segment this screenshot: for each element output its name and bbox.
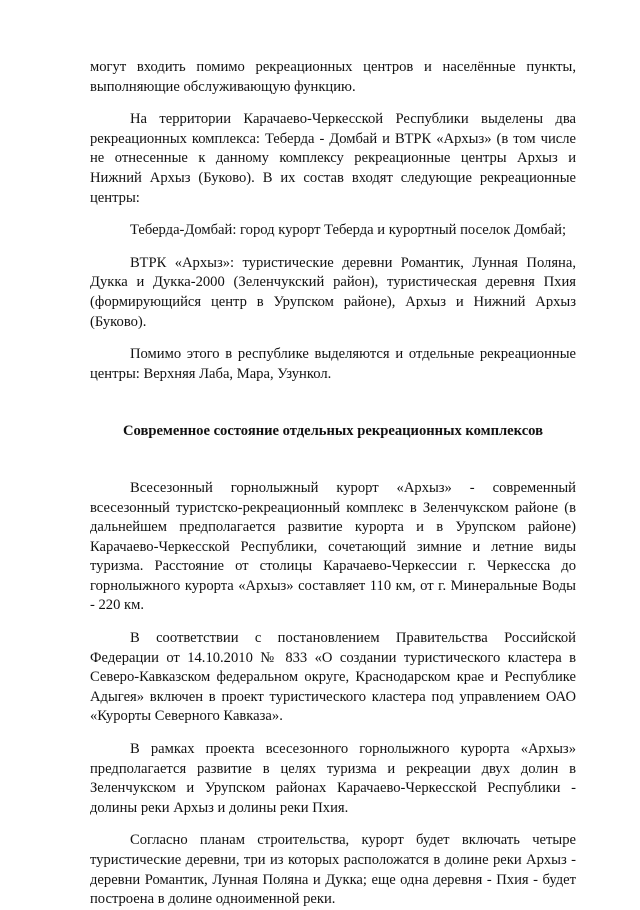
paragraph-other-centers: Помимо этого в республике выделяются и отдельные рекреационные центры: Верхняя Лаба, Мара, Узункол. bbox=[90, 346, 576, 382]
paragraph-construction-plans: Согласно планам строительства, курорт будет включать четыре туристические деревни, три из которых расположатся в долине реки Архыз - деревни Романтик, Лунная Поляна и Дукка; еще одна деревня - Пхия - будет построена в долине одноименной реки. bbox=[90, 832, 576, 908]
paragraph-arkhyz-villages: ВТРК «Архыз»: туристические деревни Романтик, Лунная Поляна, Дукка и Дукка-2000 (Зеленчукский район), туристическая деревня Пхия (формирующийся центр в Урупском районе), Архыз и Нижний Архыз (Буково). bbox=[90, 254, 576, 330]
paragraph-teberda-dombay: Теберда-Домбай: город курорт Теберда и курортный поселок Домбай; bbox=[130, 222, 566, 239]
document-page bbox=[90, 58, 576, 910]
section-heading: Современное состояние отдельных рекреационных комплексов bbox=[122, 423, 544, 440]
paragraph-arkhyz-resort: Всесезонный горнолыжный курорт «Архыз» - современный всесезонный туристско-рекреационный комплекс в Зеленчукском районе (в дальнейшем предполагается развитие курорта и в Урупском районе) Карачаево-Черкесской Республики, сочетающий зимние и летние виды туризма. Расстояние от столицы Карачаево-Черкессии г. Черкесска до горнолыжного курорта «Архыз» составляет 110 км, от г. Минеральные Воды - 220 км. bbox=[90, 479, 576, 614]
paragraph-continuation: могут входить помимо рекреационных центров и населённые пункты, выполняющие обслуживающую функцию. bbox=[90, 59, 576, 95]
paragraph-project-valleys: В рамках проекта всесезонного горнолыжного курорта «Архыз» предполагается развитие в целях туризма и рекреации двух долин в Зеленчукском и Урупском районах Карачаево-Черкесской Республики - долины реки Архыз и долины реки Пхия. bbox=[90, 741, 576, 816]
paragraph-recreation-complexes: На территории Карачаево-Черкесской Республики выделены два рекреационных комплекса: Теберда - Домбай и ВТРК «Архыз» (в том числе не отнесенные к данному комплексу рекреационные центры Архыз и Нижний Архыз (Буково). В их состав входят следующие рекреационные центры: bbox=[90, 111, 576, 206]
paragraph-government-decree: В соответствии с постановлением Правительства Российской Федерации от 14.10.2010 № 833 «О создании туристического кластера в Северо-Кавказском федеральном округе, Краснодарском крае и Республике Адыгея» включен в проект туристического кластера под управлением ОАО «Курорты Северного Кавказа». bbox=[90, 630, 576, 725]
